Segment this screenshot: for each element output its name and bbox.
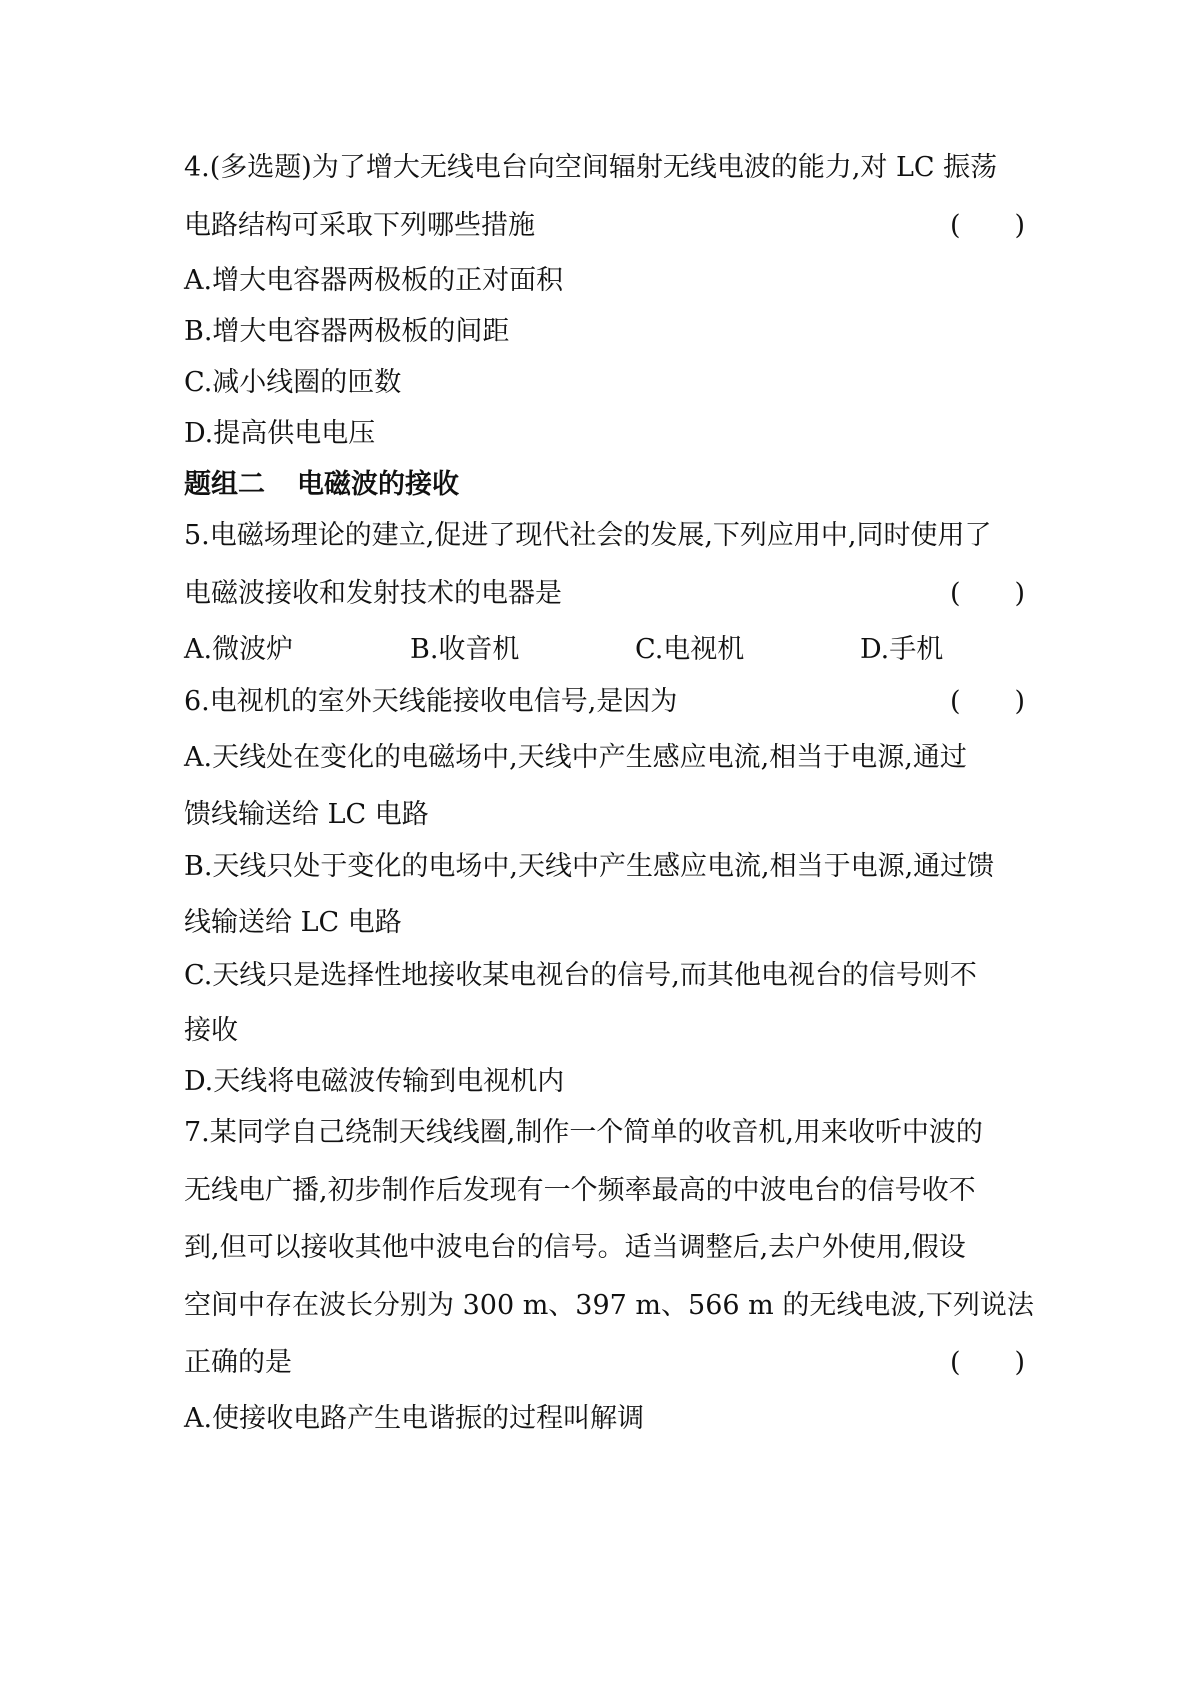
q4-answer-blank: ( ) [950,210,1026,241]
q6-answer-blank: ( ) [950,686,1026,717]
q5-stem-line-1: 5.电磁场理论的建立,促进了现代社会的发展,下列应用中,同时使用了 [184,520,992,551]
q5-option-a: A.微波炉 [184,634,294,665]
q4-option-b: B.增大电容器两极板的间距 [184,316,510,347]
section-heading [184,468,459,502]
q5-option-b: B.收音机 [410,634,520,665]
q7-option-a: A.使接收电路产生电谐振的过程叫解调 [184,1403,645,1434]
q5-option-d: D.手机 [860,634,944,665]
q7-stem-line-1: 7.某同学自己绕制天线线圈,制作一个简单的收音机,用来收听中波的 [184,1117,983,1148]
q5-option-c: C.电视机 [635,634,745,665]
q6-option-a-line-1: A.天线处在变化的电磁场中,天线中产生感应电流,相当于电源,通过 [184,742,967,773]
q6-stem: 6.电视机的室外天线能接收电信号,是因为 [184,686,678,717]
q7-stem-line-2: 无线电广播,初步制作后发现有一个频率最高的中波电台的信号收不 [184,1175,976,1206]
q6-option-c-line-2: 接收 [184,1015,238,1046]
q7-stem-line-5: 正确的是 [184,1347,292,1378]
q7-stem-line-3: 到,但可以接收其他中波电台的信号。适当调整后,去户外使用,假设 [184,1232,966,1263]
q7-answer-blank: ( ) [950,1347,1026,1378]
q6-option-c-line-1: C.天线只是选择性地接收某电视台的信号,而其他电视台的信号则不 [184,960,977,991]
q6-option-a-line-2: 馈线输送给 LC 电路 [184,799,429,830]
q5-answer-blank: ( ) [950,578,1026,609]
q7-stem-line-4: 空间中存在波长分别为 300 m、397 m、566 m 的无线电波,下列说法 [184,1290,1034,1321]
q4-stem-line-2: 电路结构可采取下列哪些措施 [184,210,535,241]
q6-option-b-line-1: B.天线只处于变化的电场中,天线中产生感应电流,相当于电源,通过馈 [184,851,995,882]
q4-option-d: D.提高供电电压 [184,418,376,449]
q6-option-b-line-2: 线输送给 LC 电路 [184,907,402,938]
q4-option-a: A.增大电容器两极板的正对面积 [184,265,564,296]
q4-option-c: C.减小线圈的匝数 [184,367,402,398]
q6-option-d: D.天线将电磁波传输到电视机内 [184,1066,565,1097]
section-title: 电磁波的接收 [297,469,459,500]
q4-stem-line-1: 4.(多选题)为了增大无线电台向空间辐射无线电波的能力,对 LC 振荡 [184,152,998,183]
section-label: 题组二 [184,469,265,500]
q5-stem-line-2: 电磁波接收和发射技术的电器是 [184,578,562,609]
